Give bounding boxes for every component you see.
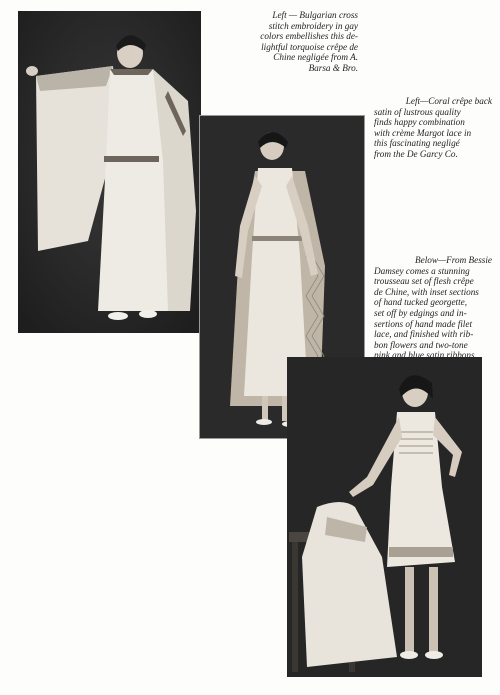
caption-line: Below—From Bessie xyxy=(415,255,492,265)
trousseau-figure-illustration xyxy=(287,357,482,677)
caption-line: Chine negligée from A. xyxy=(273,52,358,63)
caption-line: lightful torquoise crêpe de xyxy=(261,41,358,52)
caption-line: satin of lustrous quality xyxy=(374,106,461,117)
caption-line: Left — Bulgarian cross xyxy=(272,10,358,20)
caption-line: Left—Coral crêpe back xyxy=(405,96,492,106)
caption-bulgarian-negligee xyxy=(208,10,358,74)
caption-line: this fascinating negligé xyxy=(374,138,460,149)
caption-coral-negligee xyxy=(374,96,492,160)
caption-bessie-trousseau xyxy=(374,255,492,361)
caption-line: de Chine, with inset sections xyxy=(374,286,479,297)
caption-line: lace, and finished with rib- xyxy=(374,329,474,340)
caption-line: from the De Garcy Co. xyxy=(374,148,458,159)
caption-line: Barsa & Bro. xyxy=(308,62,358,73)
caption-line: stitch embroidery in gay xyxy=(268,20,358,31)
caption-line: set off by edgings and in- xyxy=(374,307,467,318)
caption-line: bon flowers and two-tone xyxy=(374,339,468,350)
caption-line: pink and blue satin ribbons. xyxy=(374,350,477,361)
caption-line: finds happy combination xyxy=(374,117,465,128)
caption-line: of hand tucked georgette, xyxy=(374,297,468,308)
negligee-figure-illustration xyxy=(18,11,201,333)
caption-line: colors embellishes this de- xyxy=(260,31,358,42)
caption-line: with crème Margot lace in xyxy=(374,127,472,138)
caption-line: trousseau set of flesh crêpe xyxy=(374,276,474,287)
caption-line: sertions of hand made filet xyxy=(374,318,472,329)
photo-trousseau-set xyxy=(287,357,482,677)
photo-negligee-embroidered xyxy=(18,11,201,333)
caption-line: Damsey comes a stunning xyxy=(374,265,470,276)
